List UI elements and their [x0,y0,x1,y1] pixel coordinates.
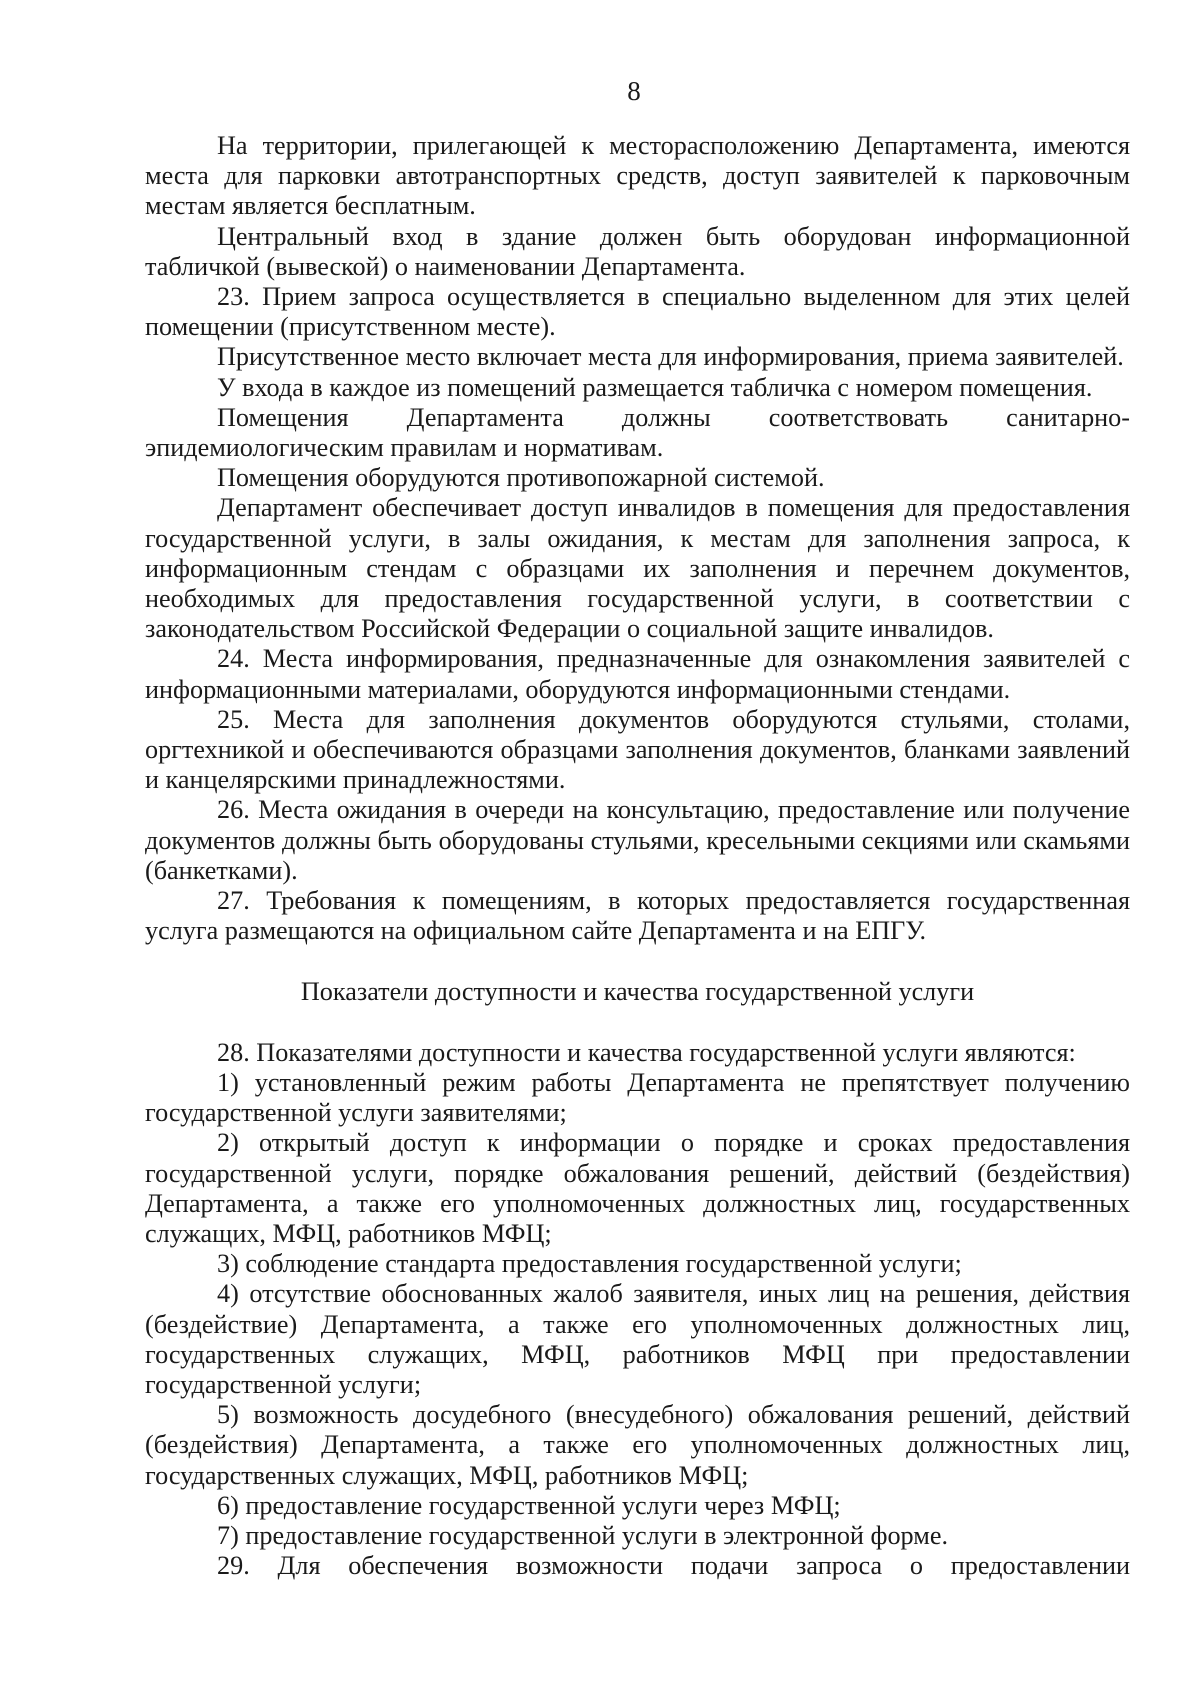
paragraph: 7) предоставление государственной услуги в электронной форме. [217,1520,948,1550]
paragraph: 27. Требования к помещениям, в которых предоставляется государственная услуга размещаются на официальном сайте Департамента и на ЕПГУ. [145,886,1130,946]
paragraph: Помещения оборудуются противопожарной системой. [217,463,825,493]
paragraph: Присутственное место включает места для информирования, приема заявителей. [217,342,1124,372]
paragraph: Центральный вход в здание должен быть оборудован информационной табличкой (вывеской) о наименовании Департамента. [145,221,1130,281]
paragraph: Департамент обеспечивает доступ инвалидов в помещения для предоставления государственной услуги, в залы ожидания, к местам для заполнения запроса, к информационным стендам с образцами их заполнения и перечнем документов, необходимых для предоставления государственной услуги, в соответствии с законодательством Российской Федерации о социальной защите инвалидов. [145,493,1130,644]
paragraph: 3) соблюдение стандарта предоставления государственной услуги; [217,1249,962,1279]
paragraph: 24. Места информирования, предназначенные для ознакомления заявителей с информационными материалами, оборудуются информационными стендами. [145,644,1130,704]
paragraph: Помещения Департамента должны соответствовать санитарно-эпидемиологическим правилам и нормативам. [145,402,1130,463]
paragraph: 4) отсутствие обоснованных жалоб заявителя, иных лиц на решения, действия (бездействие) Департамента, а также его уполномоченных должностных лиц, государственных служащих, МФЦ, работников МФЦ при предоставлении государственной услуги; [145,1279,1130,1399]
document-body [145,131,1130,1581]
section-heading: Показатели доступности и качества государственной услуги [300,977,975,1007]
paragraph: 1) установленный режим работы Департамента не препятствует получению государственной услуги заявителями; [145,1067,1130,1128]
paragraph: У входа в каждое из помещений размещается табличка с номером помещения. [217,372,1093,402]
paragraph: 2) открытый доступ к информации о порядке и сроках предоставления государственной услуги, порядке обжалования решений, действий (бездействия) Департамента, а также его уполномоченных должностных лиц, государственных служащих, МФЦ, работников МФЦ; [145,1128,1130,1248]
paragraph: 28. Показателями доступности и качества государственной услуги являются: [217,1037,1076,1067]
paragraph: 23. Прием запроса осуществляется в специально выделенном для этих целей помещении (присутственном месте). [145,282,1130,342]
page-number: 8 [627,76,641,106]
paragraph: 26. Места ожидания в очереди на консультацию, предоставление или получение документов должны быть оборудованы стульями, кресельными секциями или скамьями (банкетками). [145,795,1130,885]
paragraph: 5) возможность досудебного (внесудебного) обжалования решений, действий (бездействия) Департамента, а также его уполномоченных должностных лиц, государственных служащих, МФЦ, работников МФЦ; [145,1400,1130,1490]
paragraph: 29. Для обеспечения возможности подачи запроса о предоставлении [217,1551,1130,1581]
paragraph: 6) предоставление государственной услуги через МФЦ; [217,1490,841,1520]
paragraph: На территории, прилегающей к месторасположению Департамента, имеются места для парковки автотранспортных средств, доступ заявителей к парковочным местам является бесплатным. [145,131,1130,221]
paragraph: 25. Места для заполнения документов оборудуются стульями, столами, оргтехникой и обеспечиваются образцами заполнения документов, бланками заявлений и канцелярскими принадлежностями. [145,704,1130,795]
